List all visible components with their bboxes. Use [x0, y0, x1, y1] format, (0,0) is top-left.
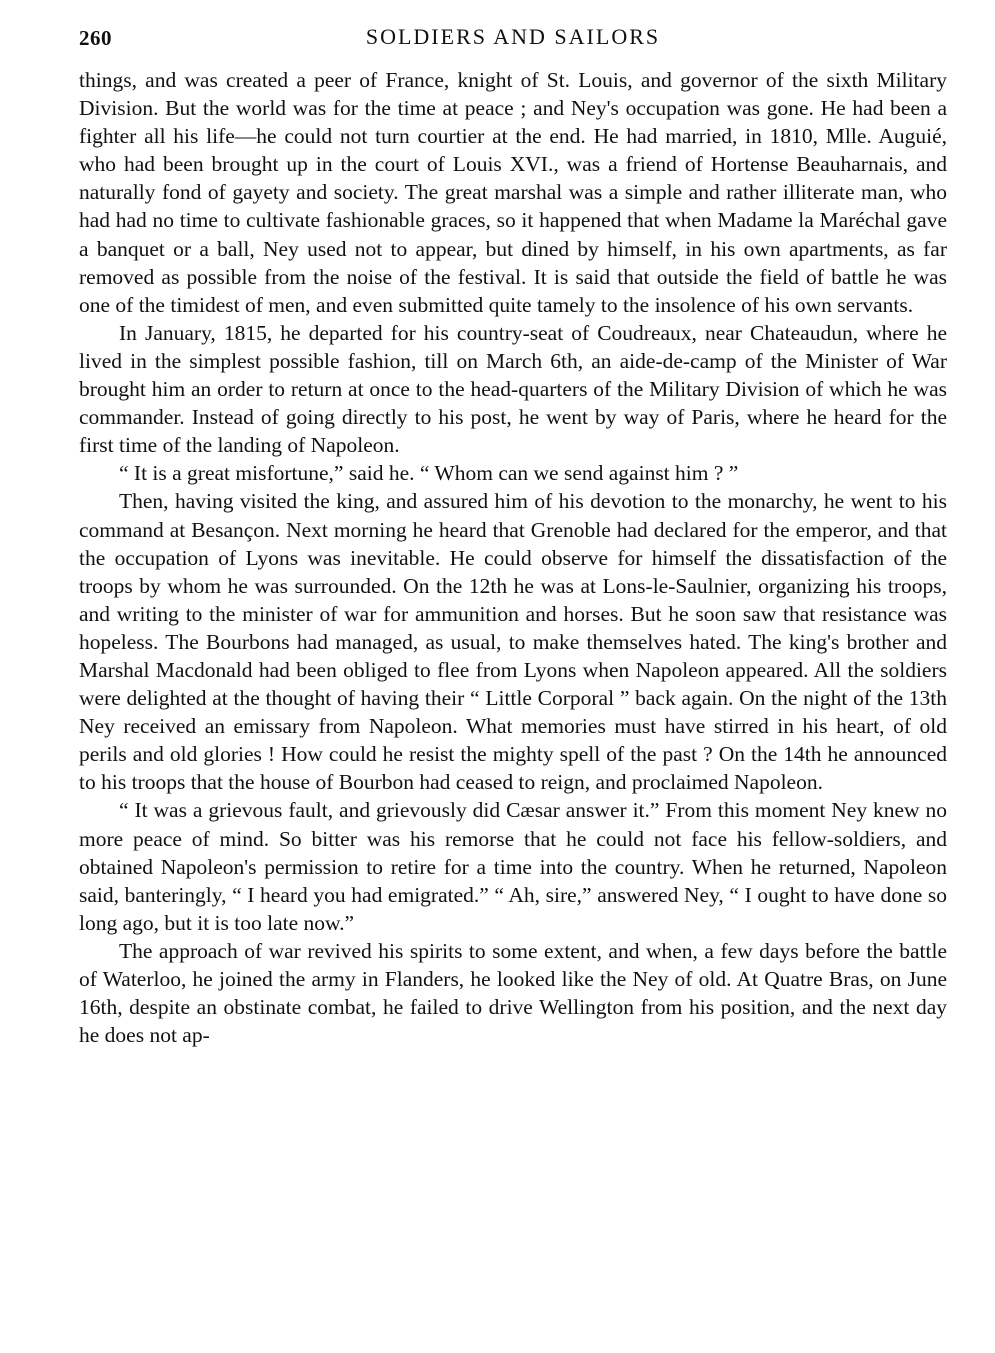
book-page [79, 22, 947, 1049]
paragraph-2: In January, 1815, he departed for his country-seat of Coudreaux, near Chateaudun, where he lived in the simplest possible fashion, till on March 6th, an aide-de-camp of the Minister of War brought him an order to return at once to the head-quarters of the Military Division of which he was commander. Instead of going directly to his post, he went by way of Paris, where he heard for the first time of the landing of Napoleon. [79, 320, 947, 458]
running-head [79, 22, 947, 56]
paragraph-4: Then, having visited the king, and assured him of his devotion to the monarchy, he went to his command at Besançon. Next morning he heard that Grenoble had declared for the emperor, and that the occupation of Lyons was inevitable. He could observe for himself the dissatisfaction of the troops by whom he was surrounded. On the 12th he was at Lons-le-Saulnier, organizing his troops, and writing to the minister of war for ammunition and horses. But he soon saw that resistance was hopeless. The Bourbons had managed, as usual, to make themselves hated. The king's brother and Marshal Macdonald had been obliged to flee from Lyons when Napoleon appeared. All the soldiers were delighted at the thought of having their “ Little Corporal ” back again. On the night of the 13th Ney received an emissary from Napoleon. What memories must have stirred in his heart, of old perils and old glories ! How could he resist the mighty spell of the past ? On the 14th he announced to his troops that the house of Bourbon had ceased to reign, and proclaimed Napoleon. [79, 489, 947, 795]
page-number: 260 [79, 26, 112, 50]
paragraph-6: The approach of war revived his spirits to some extent, and when, a few days before the battle of Waterloo, he joined the army in Flanders, he looked like the Ney of old. At Quatre Bras, on June 16th, despite an obstinate combat, he failed to drive Wellington from his position, and the next day he does not ap- [79, 938, 947, 1048]
paragraph-3: “ It is a great misfortune,” said he. “ Whom can we send against him ? ” [119, 461, 739, 486]
paragraph-5: “ It was a grievous fault, and grievously did Cæsar answer it.” From this moment Ney knew no more peace of mind. So bitter was his remorse that he could not face his fellow-soldiers, and obtained Napoleon's permission to retire for a time into the country. When he returned, Napoleon said, banteringly, “ I heard you had emigrated.” “ Ah, sire,” answered Ney, “ I ought to have done so long ago, but it is too late now.” [79, 798, 947, 935]
body-text [79, 66, 947, 1049]
paragraph-1: things, and was created a peer of France, knight of St. Louis, and governor of the sixth Military Division. But the world was for the time at peace ; and Ney's occupation was gone. He had been a fighter all his life—he could not turn courtier at the end. He had married, in 1810, Mlle. Auguié, who had been brought up in the court of Louis XVI., was a friend of Hortense Beauharnais, and naturally fond of gayety and society. The great marshal was a simple and rather illiterate man, who had had no time to cultivate fashionable graces, so it happened that when Madame la Maréchal gave a banquet or a ball, Ney used not to appear, but dined by himself, in his own apartments, as far removed as possible from the noise of the festival. It is said that outside the field of battle he was one of the timidest of men, and even submitted quite tamely to the insolence of his own servants. [79, 68, 947, 317]
running-title: SOLDIERS AND SAILORS [365, 24, 661, 49]
